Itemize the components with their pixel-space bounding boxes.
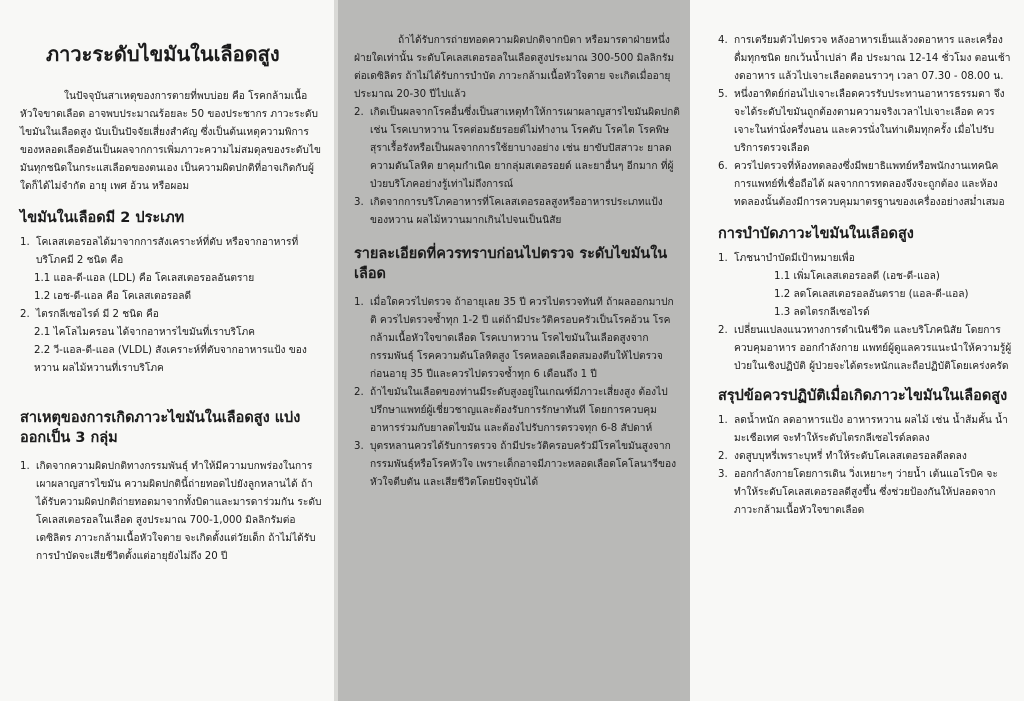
- continued-paragraph: ถ้าได้รับการถ่ายทอดความผิดปกติจากบิดา หรือมารดาฝ่ายหนึ่งฝ่ายใดเท่านั้น ระดับโคเลสเตอรอลในเลือดสูงประมาณ 300-500 มิลลิกรัมต่อเดซิลิตร ถ้าไม่ได้รับการบำบัด ภาวะกล้ามเนื้อหัวใจตาย จะเกิดเมื่ออายุประมาณ 20-30 ปีไปแล้ว: [354, 35, 675, 100]
- list-item: 1. เกิดจากความผิดปกติทางกรรมพันธุ์ ทำให้มีความบกพร่องในการเผาผลาญสารไขมัน ความผิดปกตินี้ถ่ายทอดไปยังลูกหลานได้ ถ้าได้รับความผิดปกติถ่ายทอดมาจากทั้งบิดาและมารดาร่วมกัน ระดับโคเลสเตอรอลในเลือด สูงประมาณ 700-1,000 มิลลิกรัมต่อเดซิลิตร ภาวะกล้ามเนื้อหัวใจตาย จะเกิดตั้งแต่วัยเด็ก ถ้าไม่ได้รับการบำบัดจะเสียชีวิตตั้งแต่อายุยังไม่ถึง 20 ปี: [20, 461, 322, 562]
- list-item: 2. เปลี่ยนแปลงแนวทางการดำเนินชีวิต และบริโภคนิสัย โดยการควบคุมอาหาร ออกกำลังกาย แพทย์ผู้ดูแลควรแนะนำให้ความรู้ผู้ป่วยในเชิงปฏิบัติ ผู้ป่วยจะได้ตระหนักและถือปฏิบัติโดยเคร่งครัด: [718, 325, 1012, 372]
- list-item: 1. โคเลสเตอรอลได้มาจากการสังเคราะห์ที่ตับ หรือจากอาหารที่บริโภคมี 2 ชนิด คือ: [20, 237, 299, 266]
- panel-middle: [338, 0, 690, 701]
- sub-item: 1.2 เอช-ดี-แอล คือ โคเลสเตอรอลดี: [34, 291, 192, 302]
- sub-item: 1.2 ลดโคเลสเตอรอลอันตราย (แอล-ดี-แอล): [774, 289, 969, 300]
- list-item: 3. เกิดจากการบริโภคอาหารที่โคเลสเตอรอลสูงหรืออาหารประเภทแป้ง ของหวาน ผลไม้หวานมากเกินไปจนเป็นนิสัย: [354, 197, 663, 226]
- list-item: 2. ไตรกลีเซอไรด์ มี 2 ชนิด คือ: [20, 309, 159, 320]
- list-item: 1. เมื่อใดควรไปตรวจ ถ้าอายุเลย 35 ปี ควรไปตรวจทันที ถ้าผลออกมาปกติ ควรไปตรวจซ้ำทุก 1-2 ปี แต่ถ้ามีประวัติครอบครัวเป็นโรคอ้วน โรคกล้ามเนื้อหัวใจขาดเลือด โรคเบาหวาน โรคไขมันในเลือดสูงจากกรรมพันธุ์ โรคความดันโลหิตสูง โรคหลอดเลือดสมองตีบให้ไปตรวจก่อนอายุ 35 ปีและควรไปตรวจซ้ำทุก 6 เดือนถึง 1 ปี: [354, 297, 674, 380]
- sub-item: 2.1 ไคโลไมครอน ได้จากอาหารไขมันที่เราบริโภค: [34, 327, 255, 338]
- list-item: 2. ถ้าไขมันในเลือดของท่านมีระดับสูงอยู่ในเกณฑ์มีภาวะเสี่ยงสูง ต้องไปปรึกษาแพทย์ผู้เชี่ยวชาญและต้องรับการรักษาทันที โดยการควบคุมอาหารร่วมกับยาลดไขมัน และต้องไปรับการตรวจทุก 6-8 สัปดาห์: [354, 387, 668, 434]
- list-item: 1. ลดน้ำหนัก ลดอาหารแป้ง อาหารหวาน ผลไม้ เช่น น้ำส้มคั้น น้ำมะเชือเทศ จะทำให้ระดับไตรกลีเซอไรด์ลดลง: [718, 415, 1008, 444]
- list-item: 5. หนึ่งอาทิตย์ก่อนไปเจาะเลือดควรรับประทานอาหารธรรมดา จึงจะได้ระดับไขมันถูกต้องตามความจริงเวลาไปเจาะเลือด ควรเจาะในท่านั่งครึ่งนอน และควรนั่งในท่าเดิมทุกครั้ง เมื่อไปรับบริการตรวจเลือด: [718, 89, 1005, 154]
- intro-paragraph: ในปัจจุบันสาเหตุของการตายที่พบบ่อย คือ โรคกล้ามเนื้อ หัวใจขาดเลือด อาจพบประมาณร้อยละ 50 ของประชากร ภาวะระดับไขมันในเลือดสูง นับเป็นปัจจัยเสี่ยงสำคัญ ซึ่งเป็นต้นเหตุความพิการของหลอดเลือดอันเป็นผลจากการเพิ่มภาวะความไม่สมดุลของระดับไขมันทุกชนิดในกระแสเลือดของตนเอง เป็นความผิดปกติที่อาจเกิดกับผู้ใดก็ได้ไม่จำกัด อายุ เพศ อ้วน หรือผอม: [20, 91, 321, 192]
- heading-causes: สาเหตุของการเกิดภาวะไขมันในเลือดสูง แบ่งออกเป็น 3 กลุ่ม: [20, 410, 301, 446]
- sub-item: 1.1 แอล-ดี-แอล (LDL) คือ โคเลสเตอรอลอันตราย: [34, 273, 255, 284]
- sub-item: 2.2 วี-แอล-ดี-แอล (VLDL) สังเคราะห์ที่ตับจากอาหารแป้ง ของหวาน ผลไม้หวานที่เราบริโภค: [34, 345, 307, 374]
- list-item: 2. งดสูบบุหรี่เพราะบุหรี่ ทำให้ระดับโคเลสเตอรอลดีลดลง: [718, 451, 967, 462]
- list-item: 4. การเตรียมตัวไปตรวจ หลังอาหารเย็นแล้วงดอาหาร และเครื่องดื่มทุกชนิด ยกเว้นน้ำเปล่า คือ ประมาณ 12-14 ชั่วโมง ตอนเช้างดอาหาร แล้วไปเจาะเลือดตอนราวๆ เวลา 07.30 - 08.00 น.: [718, 35, 1011, 82]
- panel-left: [0, 0, 338, 701]
- heading-details: รายละเอียดที่ควรทราบก่อนไปตรวจ ระดับไขมันในเลือด: [354, 246, 668, 282]
- list-item: 1. โภชนาบำบัดมีเป้าหมายเพื่อ: [718, 253, 855, 264]
- list-item: 6. ควรไปตรวจที่ห้องทดลองซึ่งมีพยาธิแพทย์หรือพนักงานเทคนิคการแพทย์ที่เชื่อถือได้ ผลจากการทดลองจึงจะถูกต้อง และห้องทดลองนั้นต้องมีการควบคุมมาตรฐานของเครื่องอย่างสม่ำเสมอ: [718, 161, 1005, 208]
- list-item: 3. บุตรหลานควรได้รับการตรวจ ถ้ามีประวัติครอบครัวมีโรคไขมันสูงจากกรรมพันธุ์หรือโรคหัวใจ เพราะเด็กอาจมีภาวะหลอดเลือดโคโลนารีของหัวใจตีบตัน และเสียชีวิตโดยปัจจุบันได้: [354, 441, 677, 488]
- heading-fat-types: ไขมันในเลือดมี 2 ประเภท: [20, 210, 185, 226]
- list-item: 3. ออกกำลังกายโดยการเดิน วิ่งเหยาะๆ ว่ายน้ำ เต้นแอโรบิค จะทำให้ระดับโคเลสเตอรอลดีสูงขึ้น ซึ่งช่วยป้องกันให้ปลอดจากภาวะกล้ามเนื้อหัวใจขาดเลือด: [718, 469, 998, 516]
- sub-item: 1.1 เพิ่มโคเลสเตอรอลดี (เอช-ดี-แอล): [774, 271, 940, 282]
- brochure-title: ภาวะระดับไขมันในเลือดสูง: [46, 42, 280, 66]
- list-item: 2. เกิดเป็นผลจากโรคอื่นซึ่งเป็นสาเหตุทำให้การเผาผลาญสารไขมันผิดปกติ เช่น โรคเบาหวาน โรคต่อมธัยรอยด์ไม่ทำงาน โรคตับ โรคไต โรคพิษสุราเรื้อรังหรือเป็นผลจากการใช้ยาบางอย่าง เช่น ยาขับปัสสาวะ ยาลดความดันโลหิต ยาคุมกำเนิด ยากลุ่มสเตอรอยด์ และยาอื่นๆ อีกมาก ที่ผู้ป่วยบริโภคอย่างรู้เท่าไม่ถึงการณ์: [354, 107, 680, 190]
- sub-item: 1.3 ลดไตรกลีเซอไรด์: [774, 307, 870, 318]
- heading-summary: สรุปข้อควรปฏิบัติเมื่อเกิดภาวะไขมันในเลือดสูง: [718, 388, 1008, 404]
- panel-right: [690, 0, 1024, 701]
- heading-treatment: การบำบัดภาวะไขมันในเลือดสูง: [718, 226, 914, 242]
